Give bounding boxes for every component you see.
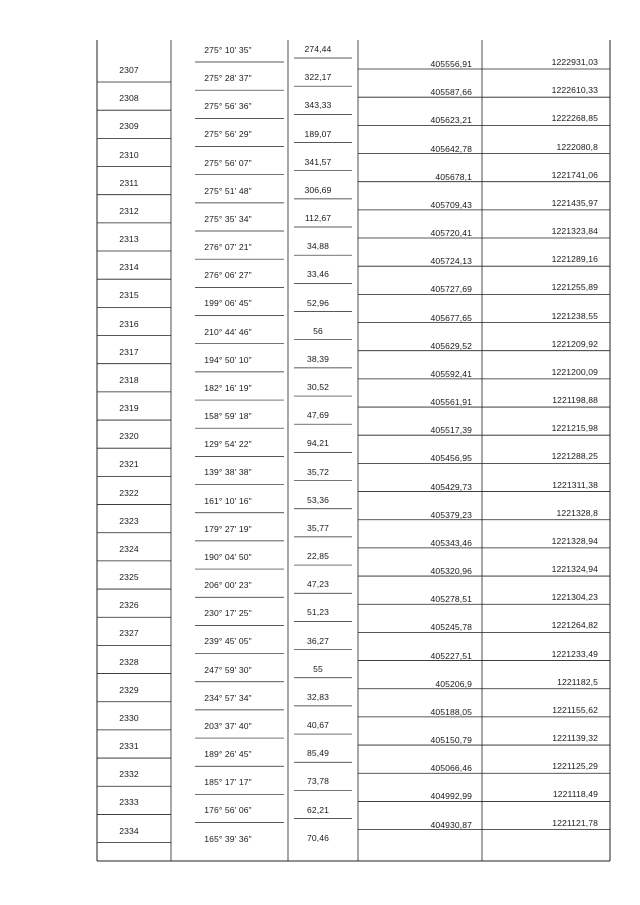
point-id-cell: 2326 [119, 600, 139, 611]
y-coordinate-cell: 1221328,8 [556, 507, 598, 518]
x-coordinate-cell: 405278,51 [430, 594, 472, 605]
y-coordinate-cell: 1221139,32 [552, 733, 598, 744]
y-coordinate-cell: 1222610,33 [551, 85, 598, 96]
distance-cell: 56 [313, 325, 323, 336]
point-id-cell: 2319 [119, 403, 139, 413]
y-coordinate-cell: 1221289,16 [551, 254, 598, 265]
distance-cell: 55 [313, 663, 323, 674]
point-id-cell: 2323 [119, 515, 139, 526]
bearing-cell: 275° 28' 37" [204, 73, 252, 83]
y-coordinate-cell: 1221323,84 [551, 226, 598, 236]
bearing-cell: 210° 44' 46" [204, 326, 252, 337]
x-coordinate-cell: 405592,41 [430, 368, 472, 379]
bearing-cell: 176° 56' 06" [204, 805, 252, 816]
distance-cell: 35,77 [306, 522, 329, 533]
y-coordinate-cell: 1221198,88 [552, 395, 598, 405]
x-coordinate-cell: 405379,23 [430, 509, 472, 520]
x-coordinate-cell: 405188,05 [430, 706, 472, 717]
y-coordinate-cell: 1221311,38 [552, 479, 598, 490]
point-id-cell: 2313 [119, 234, 139, 244]
distance-cell: 85,49 [306, 748, 329, 759]
distance-cell: 94,21 [306, 438, 329, 449]
y-coordinate-cell: 1221125,29 [552, 761, 598, 772]
distance-cell: 62,21 [306, 804, 329, 815]
point-id-cell: 2311 [119, 177, 139, 188]
x-coordinate-cell: 405227,51 [430, 650, 472, 661]
distance-cell: 36,27 [306, 635, 329, 646]
bearing-cell: 239° 45' 05" [204, 636, 252, 647]
x-coordinate-cell: 405456,95 [430, 453, 472, 464]
point-id-cell: 2332 [119, 769, 139, 780]
point-id-cell: 2320 [119, 431, 139, 442]
y-coordinate-cell: 1221200,09 [551, 366, 598, 377]
bearing-cell: 190° 04' 50" [204, 551, 252, 562]
bearing-cell: 189° 26' 45" [204, 749, 252, 760]
y-coordinate-cell: 1221215,98 [551, 423, 598, 434]
point-id-cell: 2308 [119, 93, 139, 104]
bearing-cell: 206° 00' 23" [204, 580, 252, 591]
point-id-cell: 2318 [119, 374, 139, 385]
y-coordinate-cell: 1221182,5 [557, 676, 598, 687]
bearing-cell: 203° 37' 40" [204, 720, 252, 731]
point-id-cell: 2307 [119, 65, 139, 75]
distance-cell: 35,72 [306, 466, 329, 477]
x-coordinate-cell: 405720,41 [430, 228, 472, 238]
point-id-cell: 2327 [119, 628, 139, 639]
bearing-cell: 247° 59' 30" [204, 664, 252, 675]
point-id-cell: 2331 [119, 741, 139, 752]
bearing-cell: 158° 59' 18" [204, 411, 252, 421]
point-id-cell: 2328 [119, 656, 139, 667]
point-id-cell: 2316 [119, 318, 139, 329]
y-coordinate-cell: 1221209,92 [551, 338, 598, 349]
x-coordinate-cell: 404992,99 [430, 791, 472, 802]
point-id-cell: 2309 [119, 121, 139, 132]
y-coordinate-cell: 1222931,03 [551, 57, 598, 67]
point-id-cell: 2325 [119, 572, 139, 583]
x-coordinate-cell: 405727,69 [430, 284, 472, 295]
y-coordinate-cell: 1221255,89 [551, 282, 598, 293]
distance-cell: 322,17 [304, 72, 332, 83]
distance-cell: 52,96 [306, 297, 329, 308]
x-coordinate-cell: 405724,13 [430, 256, 472, 267]
x-coordinate-cell: 405587,66 [430, 87, 472, 98]
x-coordinate-cell: 405556,91 [430, 59, 472, 69]
bearing-cell: 129° 54' 22" [204, 439, 252, 450]
bearing-cell: 179° 27' 19" [204, 523, 252, 534]
point-id-cell: 2334 [119, 825, 139, 836]
distance-cell: 189,07 [304, 128, 332, 139]
point-id-cell: 2330 [119, 712, 139, 723]
bearing-cell: 275° 51' 48" [204, 185, 252, 196]
point-id-cell: 2317 [119, 346, 139, 357]
distance-cell: 22,85 [306, 551, 329, 562]
bearing-cell: 276° 07' 21" [204, 242, 252, 252]
point-id-cell: 2329 [119, 684, 139, 695]
distance-cell: 274,44 [304, 44, 332, 54]
bearing-cell: 139° 38' 38" [204, 467, 252, 478]
bearing-cell: 234° 57' 34" [204, 692, 252, 703]
y-coordinate-cell: 1221238,55 [551, 310, 598, 321]
bearing-cell: 161° 10' 16" [204, 495, 252, 506]
bearing-cell: 275° 56' 29" [204, 129, 252, 140]
bearing-cell: 194° 50' 10" [204, 354, 252, 365]
x-coordinate-cell: 405066,46 [430, 763, 472, 774]
bearing-cell: 199° 06' 45" [204, 298, 252, 309]
point-id-cell: 2333 [119, 797, 139, 808]
y-coordinate-cell: 1221741,06 [551, 169, 598, 180]
bearing-cell: 185° 17' 17" [204, 777, 252, 788]
y-coordinate-cell: 1221264,82 [551, 620, 598, 631]
x-coordinate-cell: 405629,52 [430, 340, 472, 351]
distance-cell: 47,23 [306, 579, 329, 590]
y-coordinate-cell: 1221328,94 [551, 535, 598, 546]
x-coordinate-cell: 405320,96 [430, 566, 472, 577]
x-coordinate-cell: 405561,91 [430, 397, 472, 407]
x-coordinate-cell: 405517,39 [430, 425, 472, 436]
x-coordinate-cell: 404930,87 [430, 819, 472, 830]
bearing-cell: 276° 06' 27" [204, 270, 252, 281]
distance-cell: 30,52 [306, 382, 329, 392]
y-coordinate-cell: 1221288,25 [551, 451, 598, 462]
x-coordinate-cell: 405678,1 [435, 171, 472, 182]
distance-cell: 32,83 [306, 691, 329, 702]
distance-cell: 53,36 [306, 494, 329, 505]
distance-cell: 51,23 [306, 607, 329, 618]
bearing-cell: 165° 39' 36" [204, 833, 252, 844]
y-coordinate-cell: 1221121,78 [552, 817, 598, 828]
distance-cell: 341,57 [304, 156, 332, 167]
distance-cell: 40,67 [306, 720, 329, 731]
bearing-cell: 275° 56' 36" [204, 101, 252, 112]
y-coordinate-cell: 1222268,85 [551, 113, 598, 124]
x-coordinate-cell: 405677,65 [430, 312, 472, 323]
y-coordinate-cell: 1222080,8 [556, 141, 598, 152]
distance-cell: 38,39 [306, 353, 329, 364]
y-coordinate-cell: 1221233,49 [551, 648, 598, 659]
distance-cell: 33,46 [306, 269, 329, 280]
x-coordinate-cell: 405343,46 [430, 537, 472, 548]
x-coordinate-cell: 405206,9 [435, 678, 472, 689]
y-coordinate-cell: 1221435,97 [551, 197, 598, 208]
distance-cell: 343,33 [304, 100, 332, 111]
x-coordinate-cell: 405150,79 [430, 735, 472, 746]
x-coordinate-cell: 405623,21 [430, 115, 472, 126]
point-id-cell: 2321 [119, 459, 139, 470]
bearing-cell: 275° 35' 34" [204, 213, 252, 224]
point-id-cell: 2322 [119, 487, 139, 498]
y-coordinate-cell: 1221118,49 [552, 789, 598, 800]
distance-cell: 73,78 [306, 776, 329, 787]
x-coordinate-cell: 405245,78 [430, 622, 472, 633]
point-id-cell: 2314 [119, 262, 139, 273]
y-coordinate-cell: 1221304,23 [551, 592, 598, 603]
bearing-cell: 230° 17' 25" [204, 608, 252, 619]
distance-cell: 112,67 [304, 213, 332, 223]
x-coordinate-cell: 405642,78 [430, 143, 472, 154]
point-id-cell: 2324 [119, 543, 139, 554]
distance-cell: 34,88 [306, 241, 329, 252]
bearing-cell: 275° 56' 07" [204, 157, 252, 168]
point-id-cell: 2312 [119, 205, 139, 216]
point-id-cell: 2310 [119, 149, 139, 160]
distance-cell: 306,69 [304, 184, 332, 195]
y-coordinate-cell: 1221324,94 [551, 564, 598, 575]
x-coordinate-cell: 405429,73 [430, 481, 472, 492]
bearing-cell: 275° 10' 35" [204, 45, 252, 55]
x-coordinate-cell: 405709,43 [430, 199, 472, 210]
point-id-cell: 2315 [119, 290, 139, 301]
distance-cell: 70,46 [306, 832, 329, 843]
y-coordinate-cell: 1221155,62 [552, 704, 598, 715]
distance-cell: 47,69 [306, 410, 329, 421]
bearing-cell: 182° 16' 19" [204, 382, 252, 393]
